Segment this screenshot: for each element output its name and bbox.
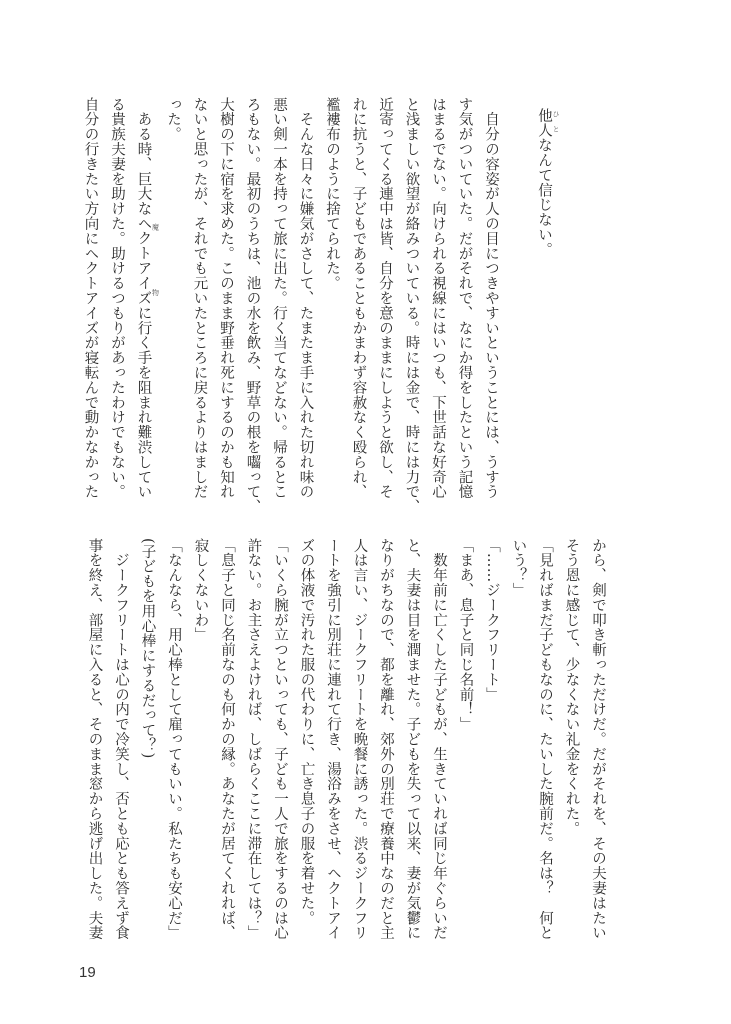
text-line: 許ない。お主さえよければ、しばらくここに滞在しては？」	[245, 538, 262, 941]
ruby-reading: 魔物	[151, 216, 160, 306]
text-line: ないと思ったが、それでも元いたところに戻るよりはましだ	[191, 97, 208, 500]
text-line: 寂しくないわ」	[192, 538, 209, 643]
text-line: 大樹の下に宿を求めた。このまま野垂れ死にするのかも知れ	[218, 97, 234, 500]
text-line: 数年前に亡くした子どもが、生きていれば同じ年ぐらいだ	[431, 538, 447, 941]
text-line	[130, 97, 160, 512]
title-ruby-base: 他人	[536, 108, 552, 138]
text-line: 悪い剣一本を持って旅に出た。行く当てなどない。帰るとこ	[271, 97, 287, 500]
text-line: ジークフリートは心の内で冷笑し、否とも応とも答えず食	[113, 538, 129, 941]
text-line: す気がついていた。だがそれで、なにか得をしたという記憶	[456, 97, 473, 500]
text-line: 自分の容姿が人の目につきやすいということには、うすう	[483, 97, 499, 500]
text-line: 「いくら腕が立つといっても、子ども一人で旅をするのは心	[272, 538, 288, 941]
title-rest: なんて信じない。	[536, 137, 552, 258]
text-line: そんな日々に嫌気がさして、たまたま手に入れた切れ味の	[297, 97, 314, 500]
text-line: いう？」	[510, 538, 527, 598]
text-line: はまるでない。向けられる視線にはいつも、下世話な好奇心	[430, 97, 446, 500]
text-line: ろもない。最初のうちは、池の水を飲み、野草の根を囓って、	[244, 97, 261, 515]
text-line: る貴族夫妻を助けた。助けるつもりがあったわけでもない。	[109, 97, 125, 500]
line-segment: ある時、巨大な	[135, 97, 152, 217]
lower-text-block	[81, 538, 611, 953]
text-line: 襤褸布のように捨てられた。	[324, 97, 340, 291]
text-line: 「まあ、息子と同じ名前！」	[457, 538, 474, 732]
page-number: 19	[79, 964, 96, 981]
text-line	[504, 97, 531, 512]
text-line: 「……ジークフリート」	[484, 538, 500, 702]
text-line: 近寄ってくる連中は皆、自分を意のままにしようと欲し、そ	[377, 97, 393, 500]
ruby-base: ヘクトアイズ	[135, 216, 152, 306]
text-line: ズの体液で汚れた服の代わりに、亡き息子の服を着せた。	[298, 538, 315, 926]
text-line: と浅ましい欲望が絡みついている。時には金で、時には力で、	[403, 97, 420, 515]
ruby-annotation	[135, 216, 160, 306]
text-line: 「息子と同じ名前なのも何かの縁。あなたが居てくれれば、	[219, 538, 235, 941]
text-line: ートを強引に別荘に連れて行き、湯浴みをさせ、ヘクトアイ	[325, 538, 341, 941]
text-line: (子どもを用心棒にするだって？)	[139, 538, 156, 759]
text-line: 自分の行きたい方向にヘクトアイズが寝転んで動かなかった	[82, 97, 99, 500]
text-line: そう恩に感じて、少なくない礼金をくれた。	[563, 538, 580, 836]
text-line: から、剣で叩き斬っただけだ。だがそれを、その夫妻はたい	[590, 538, 606, 941]
text-line: 人は言い、ジークフリートを晩餐に誘った。渋るジークフリ	[351, 538, 368, 941]
upper-text-block	[77, 97, 560, 515]
text-line: 「見ればまだ子どもなのに、たいした腕前だ。名は？ 何と	[537, 538, 553, 941]
text-line: 「なんなら、用心棒として雇ってもいい。私たちも安心だ」	[166, 538, 182, 941]
text-line: れに抗うと、子どもであることもかまわず容赦なく殴られ、	[350, 97, 367, 500]
line-segment: に行く手を阻まれ難渋してい	[135, 305, 152, 500]
text-line: と、夫妻は目を潤ませた。子どもを失って以来、妻が気鬱に	[404, 538, 421, 941]
title-ruby	[536, 108, 560, 138]
text-line: なりがちなので、都を離れ、郊外の別荘で療養中なのだと主	[378, 538, 394, 941]
text-line: った。	[165, 97, 181, 142]
text-line: 事を終え、部屋に入ると、そのまま窓から逃げ出した。夫妻	[86, 538, 103, 941]
title-ruby-reading: ひと	[552, 108, 560, 138]
section-title	[531, 97, 561, 523]
